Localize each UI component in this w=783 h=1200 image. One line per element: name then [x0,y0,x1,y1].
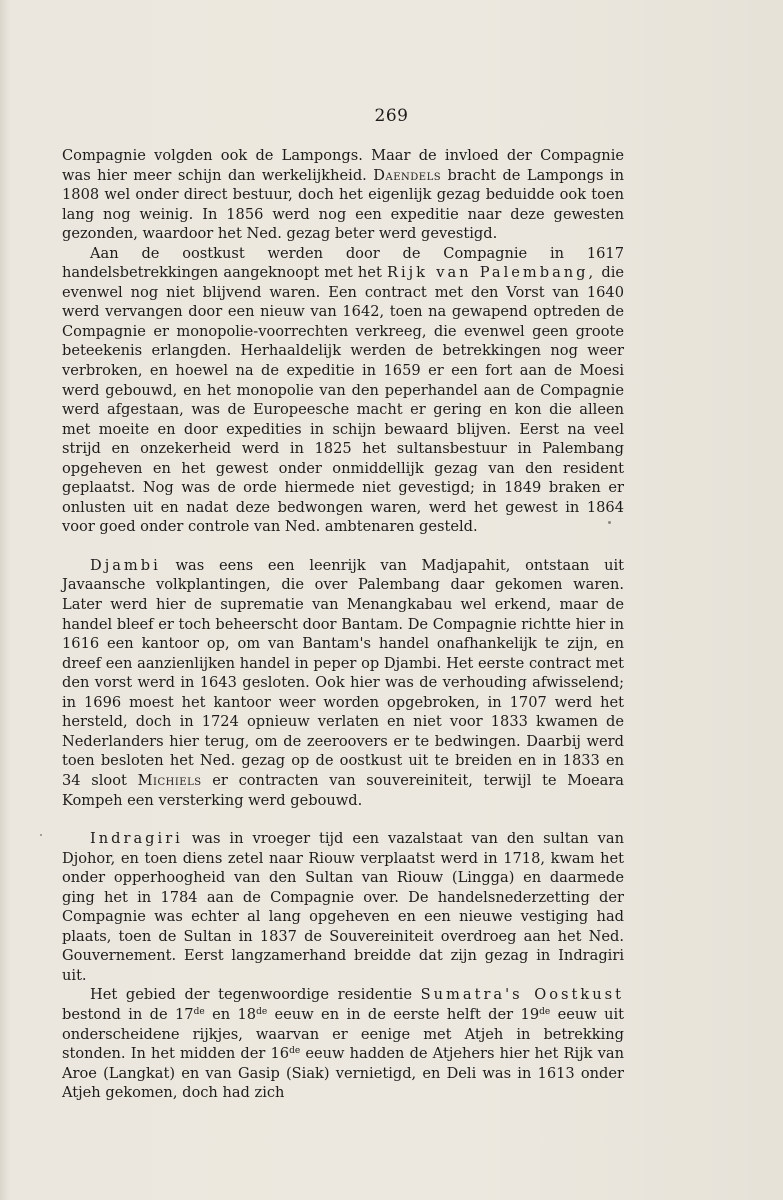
text-run: eeuw en in de eerste helft der [274,1005,514,1023]
century-number: 16 [270,1045,290,1063]
text-run: Aan de oostkust werden door de Compagnie in 1617 handelsbetrekkingen aangeknoopt met het [62,244,624,282]
text-run: bracht de Lampongs in 1808 wel onder direct bestuur, doch het eigenlijk gezag beduidde ook toen lang nog weinig. In 1856 werd nog een expeditie naar deze gewesten gezonden, waardoor het Ned. gezag beter werd gevestigd. [62,166,624,243]
text-run: was in vroeger tijd een vazalstaat van den sultan van Djohor, en toen diens zetel naar Riouw verplaatst werd in 1718, kwam het onder opperhoogheid van den Sultan van Riouw (Lingga) en daarmede ging het in 1784 aan de Compagnie over. De handelsnederzetting der Compagnie was echter al lang opgeheven en een nieuwe vestiging had plaats, toen de Sultan in 1837 de Souvereiniteit overdroeg aan het Ned. Gouvernement. Eerst langzamerhand breidde dat zijn gezag in Indragiri uit. [62,830,624,984]
paragraph-palembang [62,244,624,537]
person-name: Daendels [373,166,442,184]
text-run: eeuw uit onderscheidene rijkjes, waarvan er eenige met Atjeh in betrekking stonden. In het midden der [62,1005,625,1063]
paragraph-djambi [62,556,624,810]
paragraph-oostkust [62,985,624,1102]
region-name: Rijk van Palembang, [387,264,597,282]
text-run: was eens een leenrijk van Madjapahit, ontstaan uit Javaansche volkplantingen, die over Palembang daar gekomen waren. Later werd hier de suprematie van Menangkabau wel erkend, maar de handel bleef er toch beheerscht door Bantam. De Compagnie richtte hier in 1616 een kantoor op, om van Bantam's handel onafhankelijk te zijn, en dreef een aanzienlijken handel in peper op Djambi. Het eerste contract met den vorst werd in 1643 gesloten. Ook hier was de verhouding afwisselend; in 1696 moest het kantoor weer worden opgebroken, in 1707 werd het hersteld, doch in 1724 opnieuw verlaten en niet voor 1833 kwamen de Nederlanders hier terug, om de zeeroovers er te bedwingen. Daarbij werd toen besloten het Ned. gezag op de oostkust uit te breiden en in 1833 en 34 sloot [62,556,624,789]
century-number: 19 [520,1005,540,1023]
text-run: eeuw hadden de Atjehers hier het Rijk van Aroe (Langkat) en van Gasip (Siak) vernietigd, en Deli was in 1613 onder Atjeh gekomen, doch had zich [62,1045,624,1102]
ordinal-suffix: de [289,1046,301,1057]
text-run: er contracten van souvereiniteit, terwijl te Moeara Kompeh een versterking werd gebouwd. [62,771,625,809]
text-run: die evenwel nog niet blijvend waren. Een contract met den Vorst van 1640 werd vervangen door een nieuw van 1642, toen na gewapend optreden de Compagnie er monopolie-voorrechten verkreeg, die evenwel geen groote beteekenis erlangden. Herhaaldelijk werden de betrekkingen nog weer verbroken, en hoewel na de expeditie in 1659 er een fort aan de Moesi werd gebouwd, en het monopolie van den peperhandel aan de Compagnie werd afgestaan, was de Europeesche macht er gering en kon die alleen met moeite en door expedities in schijn bewaard blijven. Eerst na veel strijd en onzekerheid werd in 1825 het sultansbestuur in Palembang opgeheven en het gewest onder onmiddellijk gezag van den resident geplaatst. Nog was de orde hiermede niet gevestigd; in 1849 braken er onlusten uit en nadat deze bedwongen waren, werd het gewest in 1864 voor goed onder controle van Ned. ambtenaren gesteld. [62,264,625,536]
text-run: bestond in de [62,1005,168,1023]
paragraph-lampongs [62,146,624,244]
century-number: 17 [175,1005,194,1023]
page-number: 269 [374,106,409,126]
text-run: Het gebied der tegenwoordige residentie [90,986,412,1004]
person-name: Michiels [137,771,202,789]
region-name: Sumatra's Oostkust [420,986,624,1004]
century-number: 18 [237,1005,257,1023]
ordinal-suffix: de [193,1006,205,1017]
paragraph-indragiri [62,829,624,985]
ordinal-suffix: de [539,1006,551,1017]
text-run: Compagnie volgden ook de Lampongs. Maar de invloed der Compagnie was hier meer schijn dan werkelijkheid. [62,147,624,184]
text-run: en [212,1005,231,1023]
region-name: Indragiri [90,830,183,848]
region-name: Djambi [90,556,161,574]
body-text [62,146,624,1103]
ordinal-suffix: de [256,1006,268,1017]
paper-speck [40,834,42,836]
